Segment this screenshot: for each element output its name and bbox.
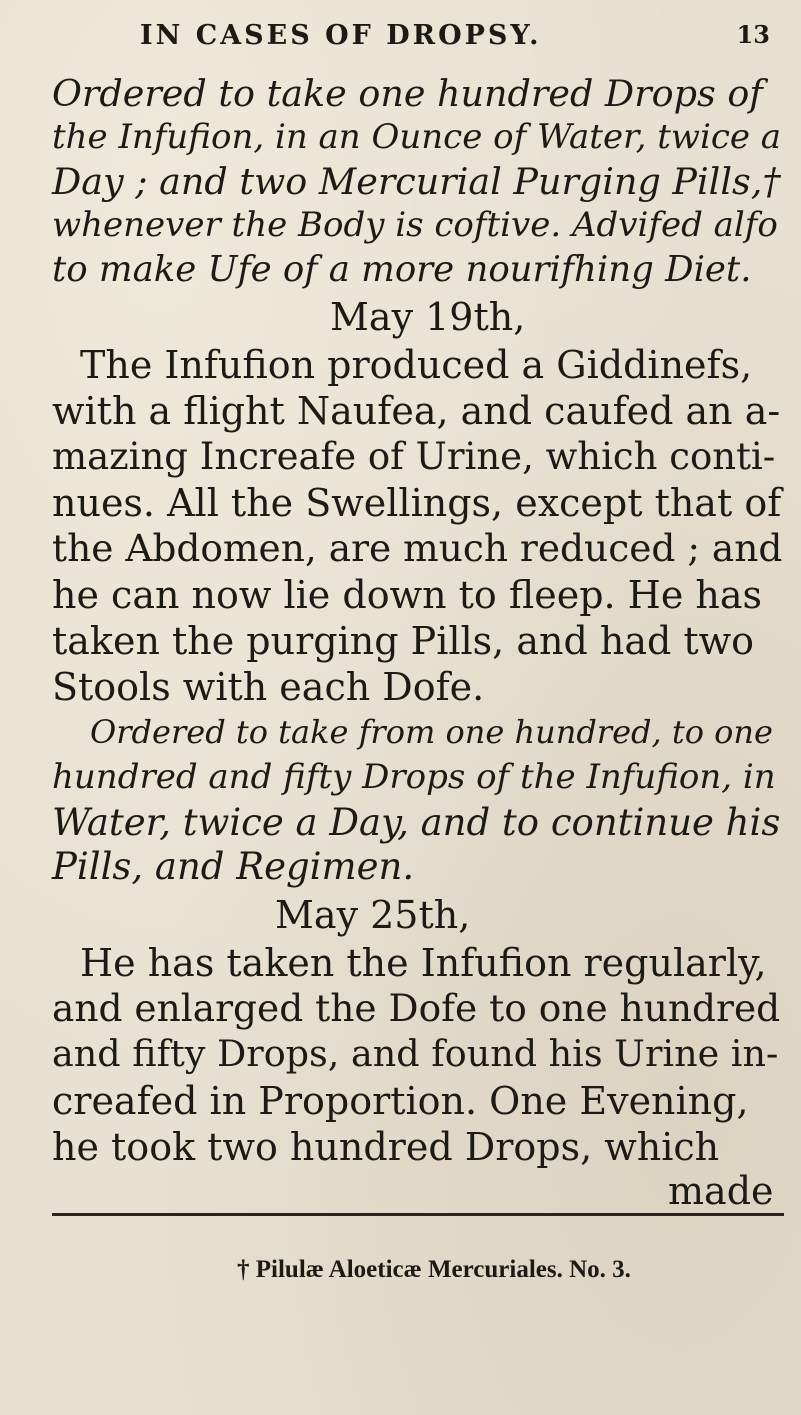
entry-date: May 25th, (275, 893, 471, 937)
footnote-rule (52, 1213, 784, 1216)
text-line: creafed in Proportion. One Evening, (52, 1079, 749, 1123)
text-line: the Abdomen, are much reduced ; and (52, 526, 783, 570)
text-line: taken the purging Pills, and had two (52, 619, 755, 663)
text-line: he took two hundred Drops, which (52, 1125, 720, 1169)
text-line: the Infufion, in an Ounce of Water, twice a (52, 117, 782, 157)
text-line: He has taken the Infufion regularly, (80, 941, 767, 985)
text-line: whenever the Body is coftive. Advifed alfo (52, 205, 778, 245)
text-line: to make Ufe of a more nourifhing Diet. (52, 249, 752, 290)
text-line: Ordered to take one hundred Drops of (52, 72, 763, 115)
text-line: Day ; and two Mercurial Purging Pills,† (52, 160, 781, 203)
text-line: he can now lie down to fleep. He has (52, 573, 763, 617)
catchword: made (668, 1169, 774, 1213)
text-line: with a flight Naufea, and caufed an a- (52, 389, 781, 433)
text-line: Water, twice a Day, and to continue his (52, 801, 781, 844)
page-number: 13 (736, 20, 770, 49)
text-line: Stools with each Dofe. (52, 665, 485, 709)
text-line: mazing Increafe of Urine, which conti- (52, 435, 776, 478)
text-line: nues. All the Swellings, except that of (52, 481, 782, 525)
entry-date: May 19th, (330, 295, 526, 339)
text-line: Pills, and Regimen. (52, 845, 415, 888)
text-line: The Infufion produced a Giddinefs, (80, 343, 753, 387)
footnote: † Pilulæ Aloeticæ Mercuriales. No. 3. (237, 1256, 631, 1283)
running-title: IN CASES OF DROPSY. (140, 20, 542, 51)
text-line: and enlarged the Dofe to one hundred (52, 986, 781, 1030)
text-line: hundred and fifty Drops of the Infufion, in (52, 757, 776, 797)
text-line: and fifty Drops, and found his Urine in- (52, 1032, 779, 1075)
text-line: Ordered to take from one hundred, to one (90, 713, 773, 751)
running-header (140, 20, 770, 56)
